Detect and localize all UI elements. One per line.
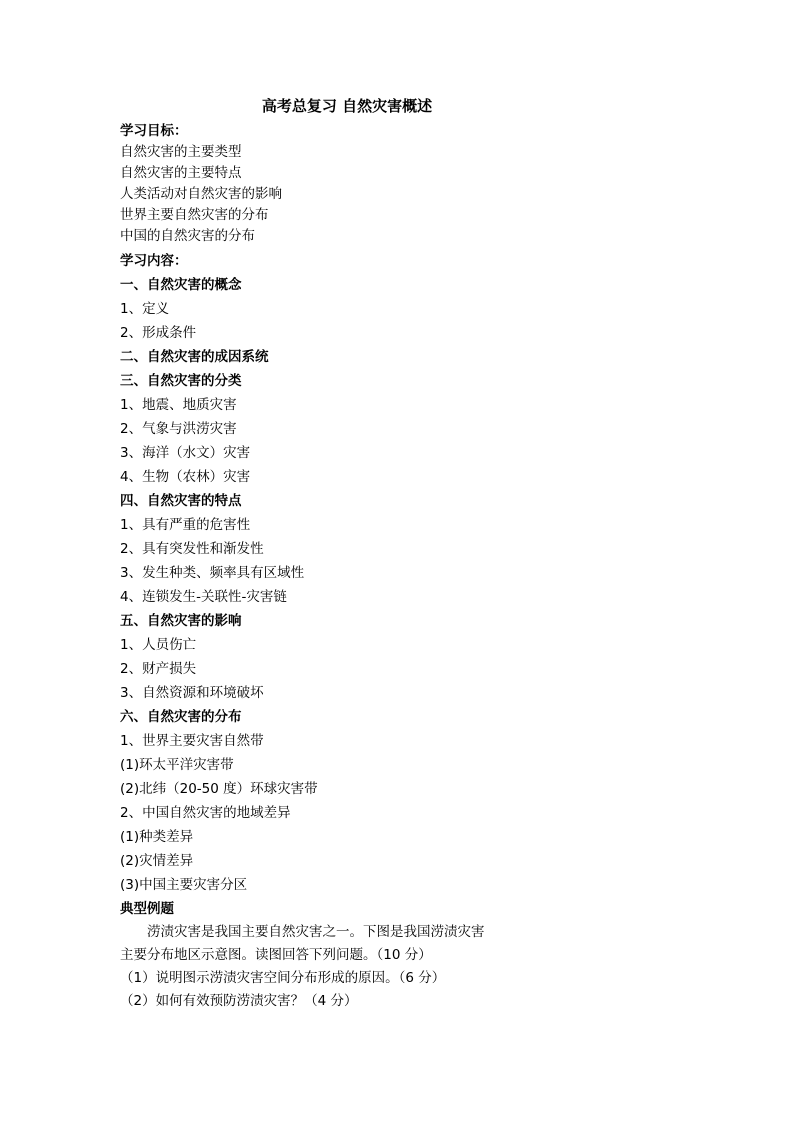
section-item: 2、形成条件	[120, 325, 197, 341]
content-heading: 学习内容：	[120, 253, 188, 269]
section-item: (1)种类差异	[120, 829, 194, 845]
section-item: 2、具有突发性和渐发性	[120, 541, 264, 557]
section-item: (2)灾情差异	[120, 853, 194, 869]
goals-list	[120, 142, 500, 247]
goal-item: 世界主要自然灾害的分布	[120, 207, 269, 223]
section-item: 1、世界主要灾害自然带	[120, 733, 264, 749]
question-item: （1）说明图示涝渍灾害空间分布形成的原因。（6 分）	[120, 970, 446, 986]
goal-item: 人类活动对自然灾害的影响	[120, 186, 282, 202]
section-item: (3)中国主要灾害分区	[120, 877, 248, 893]
section-item: 4、生物（农林）灾害	[120, 469, 251, 485]
document-body	[120, 121, 500, 1013]
section-item: 3、自然资源和环境破坏	[120, 685, 264, 701]
section-item: 2、财产损失	[120, 661, 197, 677]
section-item: 2、中国自然灾害的地域差异	[120, 805, 291, 821]
content-section	[120, 249, 500, 921]
section-item: 1、具有严重的危害性	[120, 517, 251, 533]
section-heading: 二、自然灾害的成因系统	[120, 349, 269, 365]
goal-item: 自然灾害的主要类型	[120, 144, 242, 160]
section-item: 4、连锁发生-关联性-灾害链	[120, 589, 287, 605]
example-text: 涝渍灾害是我国主要自然灾害之一。下图是我国涝渍灾害主要分布地区示意图。读图回答下列问题。（10 分）	[120, 924, 485, 963]
goals-heading: 学习目标：	[120, 123, 188, 139]
section-heading: 四、自然灾害的特点	[120, 493, 242, 509]
section-heading: 三、自然灾害的分类	[120, 373, 242, 389]
section-item: 1、地震、地质灾害	[120, 397, 237, 413]
section-item: 3、发生种类、频率具有区域性	[120, 565, 305, 581]
section-item: 1、人员伤亡	[120, 637, 197, 653]
goal-item: 自然灾害的主要特点	[120, 165, 242, 181]
section-heading: 一、自然灾害的概念	[120, 277, 242, 293]
section-item: (1)环太平洋灾害带	[120, 757, 234, 773]
section-heading: 六、自然灾害的分布	[120, 709, 242, 725]
section-heading: 五、自然灾害的影响	[120, 613, 242, 629]
example-heading: 典型例题	[120, 901, 174, 917]
section-item: 1、定义	[120, 301, 170, 317]
section-item: 3、海洋（水文）灾害	[120, 445, 251, 461]
section-item: (2)北纬（20-50 度）环球灾害带	[120, 781, 318, 797]
goal-item: 中国的自然灾害的分布	[120, 228, 255, 244]
document-title: 高考总复习 自然灾害概述	[261, 97, 433, 115]
question-item: （2）如何有效预防涝渍灾害？（4 分）	[120, 993, 358, 1009]
section-item: 2、气象与洪涝灾害	[120, 421, 237, 437]
